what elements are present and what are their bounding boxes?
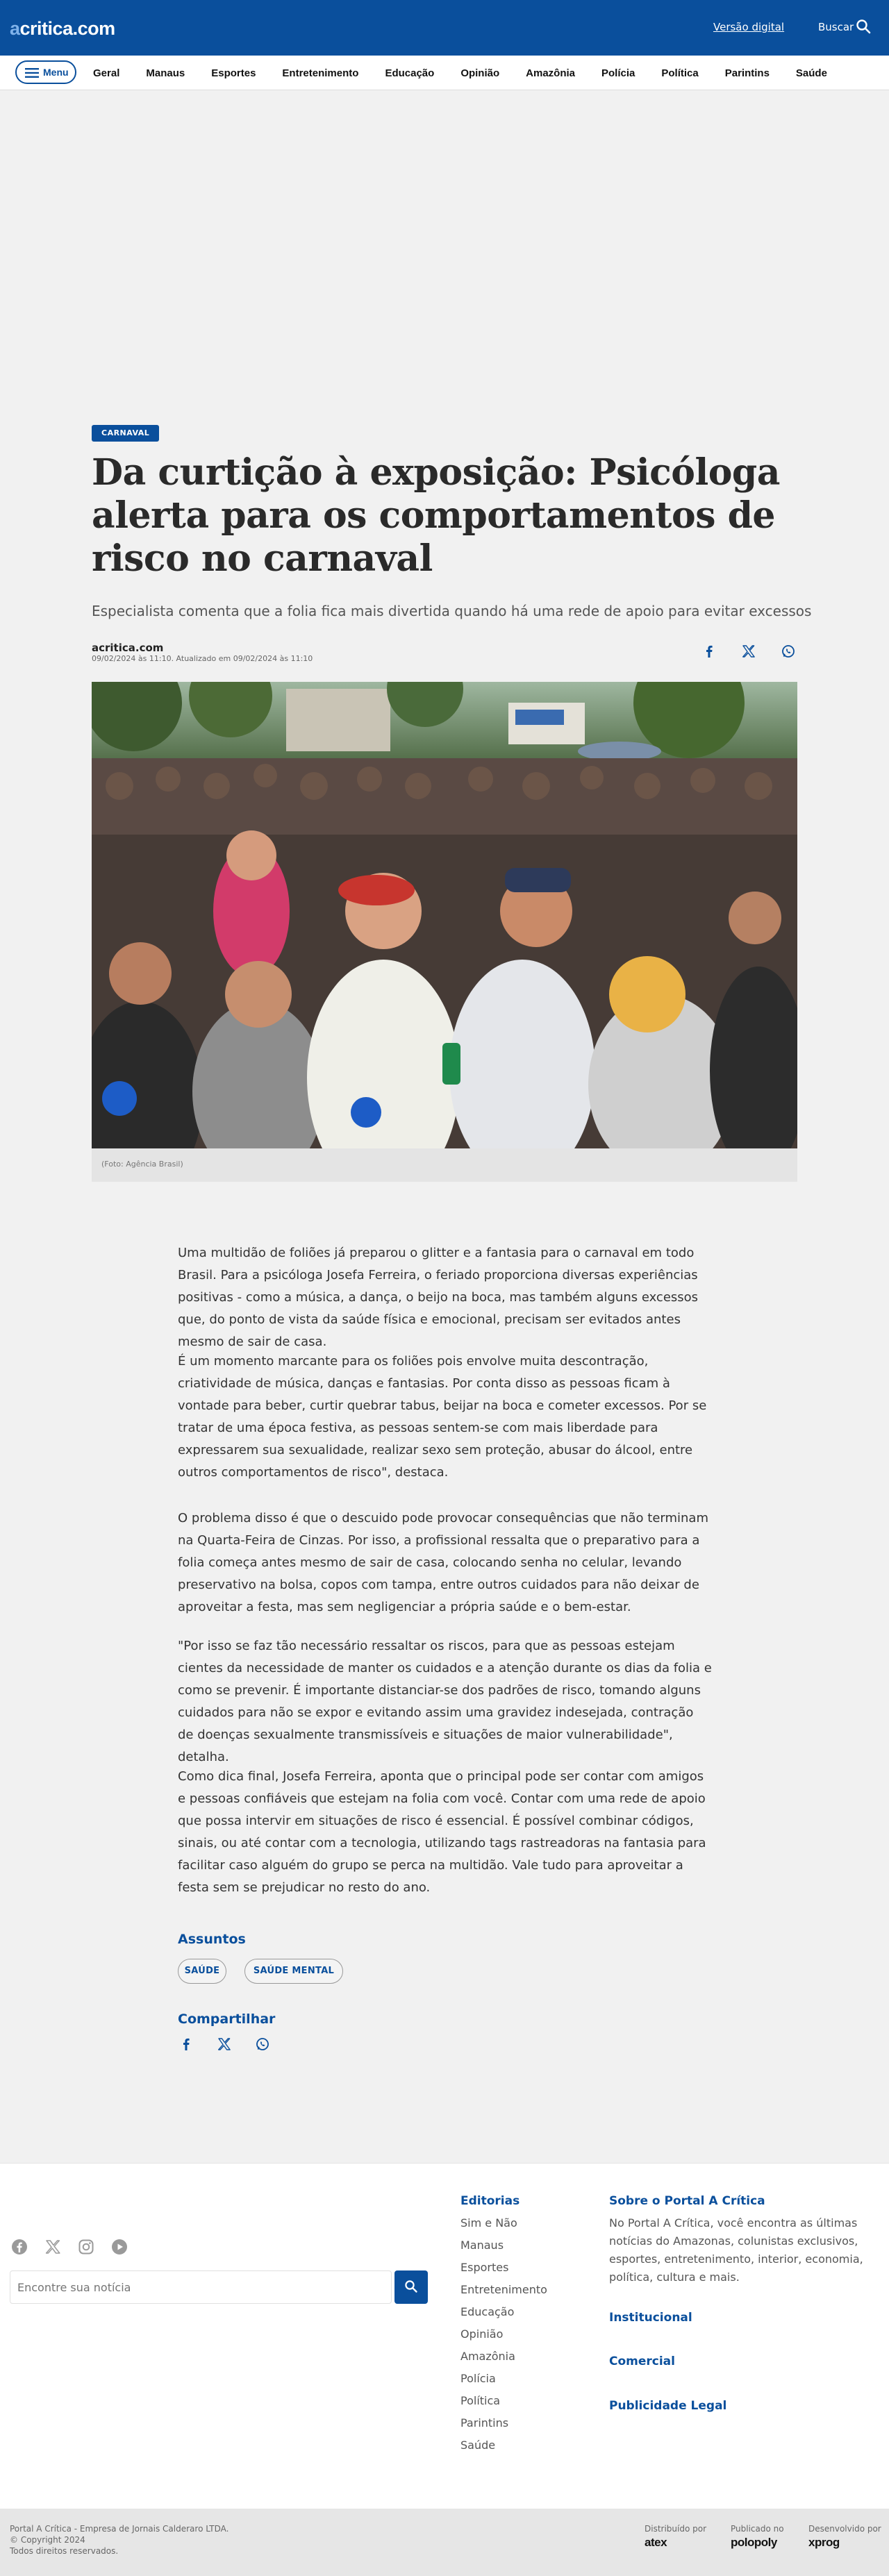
nav-item-opiniao[interactable]: Opinião	[460, 67, 500, 79]
editorias-heading: Editorias	[460, 2194, 520, 2208]
whatsapp-share-icon[interactable]	[781, 644, 795, 661]
footer-search-button[interactable]	[394, 2270, 428, 2304]
tag-chip-saude-mental[interactable]: SAÚDE MENTAL	[244, 1959, 343, 1984]
legal-rights: Todos direitos reservados.	[10, 2546, 119, 2556]
footer-link-opiniao[interactable]: Opinião	[460, 2327, 504, 2341]
publicado-label: Publicado no	[731, 2524, 784, 2534]
footer-link-parintins[interactable]: Parintins	[460, 2416, 509, 2429]
nav-item-geral[interactable]: Geral	[93, 67, 120, 79]
site-logo[interactable]	[10, 18, 115, 40]
nav-item-politica[interactable]: Política	[661, 67, 699, 79]
search-icon[interactable]	[856, 19, 871, 37]
atex-logo[interactable]: atex	[645, 2536, 667, 2549]
logo-prefix: a	[10, 18, 20, 39]
nav-item-entretenimento[interactable]: Entretenimento	[282, 67, 359, 79]
article-paragraph: Como dica final, Josefa Ferreira, aponta que o principal pode ser contar com amigos e pessoas confiáveis que estejam na folia com você. Contar com uma rede de apoio que possa intervir em situações de risco é essencial. É possível combinar códigos, sinais, ou até contar com a tecnologia, utilizando tags rastreadoras na fantasia para facilitar caso alguém do grupo se perca na multidão. Vale tudo para aproveitar a festa sem se prejudicar no resto do ano.	[178, 1769, 706, 1895]
footer-link-amazonia[interactable]: Amazônia	[460, 2350, 515, 2363]
distribuido-label: Distribuído por	[645, 2524, 707, 2534]
footer-link-policia[interactable]: Polícia	[460, 2372, 496, 2385]
institucional-link[interactable]: Institucional	[609, 2311, 692, 2325]
facebook-share-icon[interactable]	[179, 2037, 193, 2054]
comercial-link[interactable]: Comercial	[609, 2355, 675, 2368]
compartilhar-heading: Compartilhar	[178, 2012, 276, 2027]
about-text: No Portal A Crítica, você encontra as últimas notícias do Amazonas, colunistas exclusivos, esportes, entretenimento, interior, economia, política, cultura e mais.	[609, 2216, 863, 2284]
article-paragraph: O problema disso é que o descuido pode provocar consequências que não terminam na Quarta-Feira de Cinzas. Por isso, a profissional ressalta que o preparativo para a folia começa antes mesmo de sair de casa, colocando senha no celular, levando preservativo na bolsa, copos com tampa, entre outros cuidados para não deixar de aproveitar a festa, mas sem negligenciar a própria saúde e o bem-estar.	[178, 1511, 708, 1614]
x-share-icon[interactable]	[217, 2037, 231, 2054]
legal-company: Portal A Crítica - Empresa de Jornais Calderaro LTDA.	[10, 2524, 229, 2534]
logo-text: critica.com	[19, 18, 115, 39]
about-heading: Sobre o Portal A Crítica	[609, 2194, 765, 2208]
facebook-icon[interactable]	[11, 2239, 28, 2258]
nav-item-manaus[interactable]: Manaus	[146, 67, 185, 79]
article-paragraph: É um momento marcante para os foliões pois envolve muita descontração, criatividade de música, danças e fantasias. Por conta disso as pessoas ficam à vontade para beber, curtir quebrar tabus, beijar na boca e cometer excessos. Por se tratar de uma época festiva, as pessoas sentem-se com mais liberdade para expressarem sua sexualidade, realizar sexo sem proteção, abusar do álcool, entre outros comportamentos de risco", destaca.	[178, 1354, 707, 1480]
polopoly-logo[interactable]: polopoly	[731, 2536, 777, 2549]
whatsapp-share-icon[interactable]	[256, 2037, 269, 2054]
footer-link-educacao[interactable]: Educação	[460, 2305, 515, 2318]
nav-items	[93, 56, 854, 90]
footer-search-input[interactable]	[10, 2270, 392, 2304]
photo-caption: (Foto: Agência Brasil)	[101, 1160, 183, 1169]
footer-link-saude[interactable]: Saúde	[460, 2439, 496, 2452]
caption-bar	[92, 1148, 797, 1182]
article-subtitle: Especialista comenta que a folia fica mais divertida quando há uma rede de apoio para evitar excessos	[92, 603, 812, 619]
desenvolvido-label: Desenvolvido por	[808, 2524, 881, 2534]
footer-link-entretenimento[interactable]: Entretenimento	[460, 2283, 547, 2296]
nav-item-educacao[interactable]: Educação	[385, 67, 435, 79]
article-dates: 09/02/2024 às 11:10. Atualizado em 09/02/2024 às 11:10	[92, 654, 313, 663]
youtube-icon[interactable]	[111, 2239, 128, 2258]
category-tag[interactable]: CARNAVAL	[92, 425, 159, 442]
publicidade-legal-link[interactable]: Publicidade Legal	[609, 2399, 727, 2413]
instagram-icon[interactable]	[78, 2239, 94, 2258]
x-icon[interactable]	[44, 2239, 61, 2258]
legal-copyright: © Copyright 2024	[10, 2535, 85, 2545]
facebook-share-icon[interactable]	[702, 644, 716, 661]
article-photo	[92, 682, 797, 1148]
xprog-logo[interactable]: xprog	[808, 2536, 840, 2549]
menu-button[interactable]	[15, 60, 76, 84]
article-title: Da curtição à exposição: Psicóloga alerta para os comportamentos de risco no carnaval	[92, 451, 780, 580]
menu-label: Menu	[43, 67, 69, 78]
footer-link-sim-e-nao[interactable]: Sim e Não	[460, 2216, 517, 2230]
x-share-icon[interactable]	[742, 644, 756, 661]
footer-link-manaus[interactable]: Manaus	[460, 2239, 504, 2252]
assuntos-heading: Assuntos	[178, 1932, 246, 1947]
article-paragraph: Uma multidão de foliões já preparou o glitter e a fantasia para o carnaval em todo Brasil. Para a psicóloga Josefa Ferreira, o feriado proporciona diversas experiências positivas - como a música, a dança, o beijo na boca, mas também alguns excessos que, do ponto de vista da saúde física e emocional, precisam ser evitados antes mesmo de sair de casa.	[178, 1246, 699, 1349]
nav-item-parintins[interactable]: Parintins	[724, 67, 770, 79]
top-header	[0, 0, 889, 56]
nav-item-esportes[interactable]: Esportes	[211, 67, 256, 79]
nav-item-saude[interactable]: Saúde	[795, 67, 827, 79]
nav-item-policia[interactable]: Polícia	[601, 67, 635, 79]
versao-digital-link[interactable]: Versão digital	[713, 21, 785, 33]
nav-item-amazonia[interactable]: Amazônia	[526, 67, 576, 79]
tag-chip-saude[interactable]: SAÚDE	[178, 1959, 226, 1984]
footer-link-esportes[interactable]: Esportes	[460, 2261, 509, 2274]
hamburger-icon	[25, 68, 39, 80]
footer-link-politica[interactable]: Política	[460, 2394, 501, 2407]
article-source: acritica.com	[92, 642, 164, 654]
search-icon	[404, 2280, 418, 2293]
article-paragraph: "Por isso se faz tão necessário ressaltar os riscos, para que as pessoas estejam cientes da necessidade de manter os cuidados e a atenção durante os dias da folia e como se prevenir. É importante distanciar-se dos padrões de risco, tomando alguns cuidados para não se expor e evitando assim uma gravidez indesejada, contração de doenças sexualmente transmissíveis e situações de maior vulnerabilidade", detalha.	[178, 1639, 712, 1764]
buscar-label[interactable]: Buscar	[818, 21, 854, 33]
